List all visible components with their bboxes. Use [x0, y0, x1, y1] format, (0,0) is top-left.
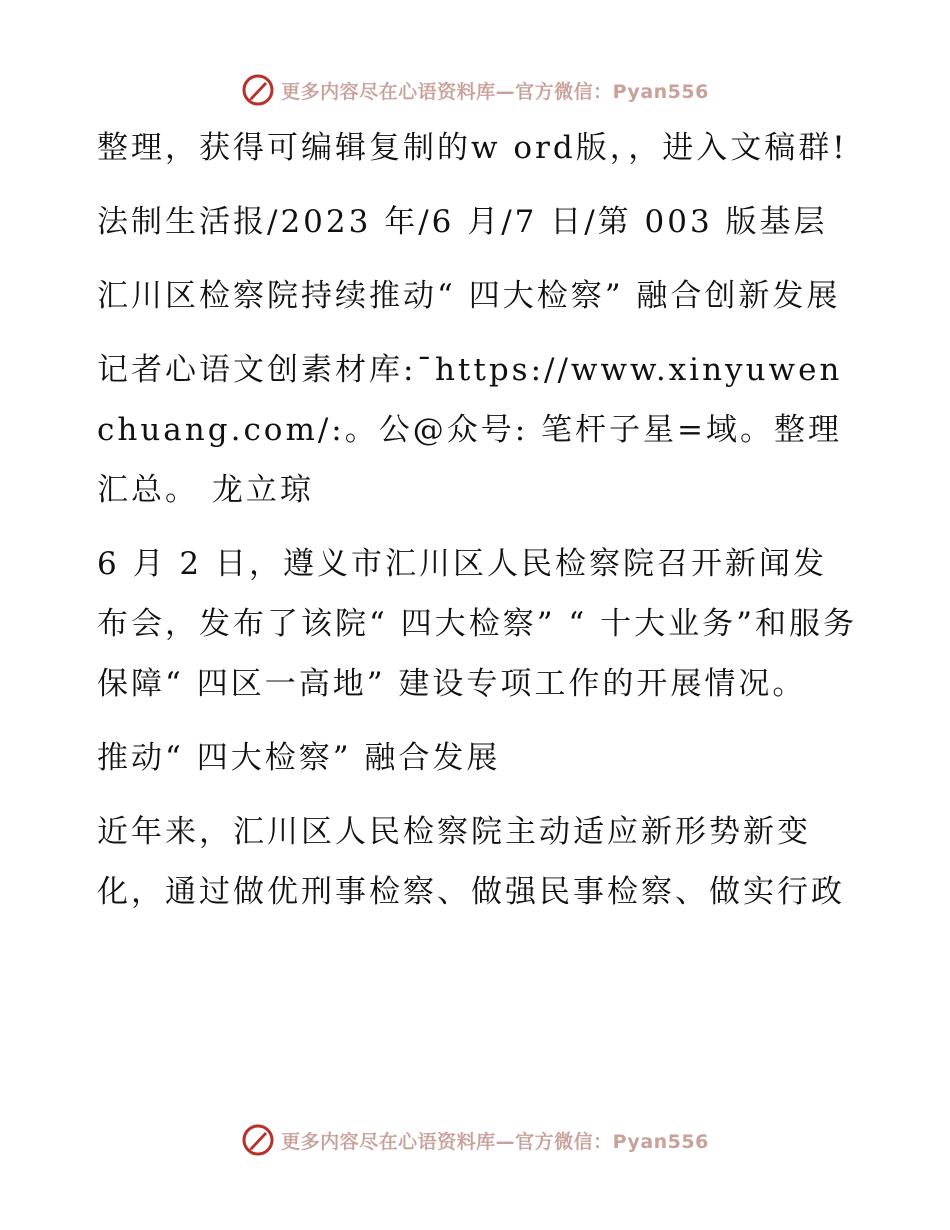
quill-pen-icon [241, 1123, 275, 1157]
paragraph-reporter: 记者心语文创素材库:¯https://www.xinyuwenchuang.com/:。公@众号: 笔杆子星=域。整理汇总。 龙立琼 [97, 352, 843, 508]
quill-pen-icon [241, 73, 275, 107]
header-watermark-banner [0, 70, 950, 110]
document-body [97, 118, 857, 936]
footer-watermark-banner [0, 1120, 950, 1160]
paragraph-body: 近年来，汇川区人民检察院主动适应新形势新变化，通过做优刑事检察、做强民事检察、做实行政 [97, 814, 845, 910]
article-title: 汇川区检察院持续推动“ 四大检察” 融合创新发展 [97, 278, 841, 314]
paragraph-news: 6 月 2 日，遵义市汇川区人民检察院召开新闻发布会，发布了该院“ 四大检察” “ 十大业务”和服务保障“ 四区一高地” 建设专项工作的开展情况。 [97, 546, 857, 702]
section-heading: 推动“ 四大检察” 融合发展 [97, 740, 501, 776]
paragraph-source: 法制生活报/2023 年/6 月/7 日/第 003 版基层 [97, 204, 828, 240]
banner-text: 更多内容尽在心语资料库—官方微信：Pyan556 [281, 1130, 709, 1153]
paragraph-intro: 整理，获得可编辑复制的w ord版，，进入文稿群! [97, 130, 848, 166]
banner-text: 更多内容尽在心语资料库—官方微信：Pyan556 [281, 80, 709, 103]
